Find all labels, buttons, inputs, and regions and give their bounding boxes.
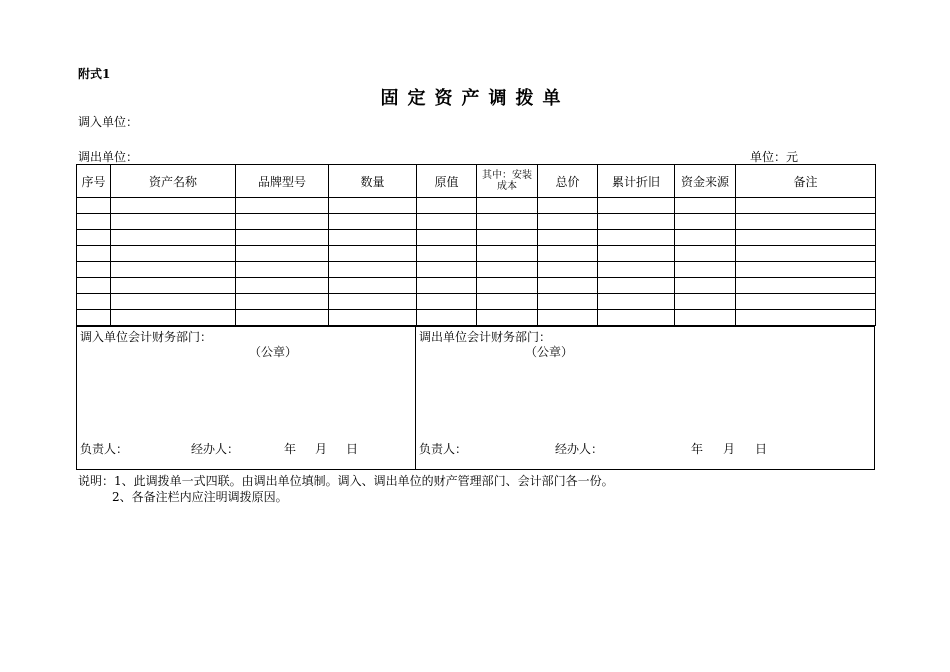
table-row [77, 230, 876, 246]
table-cell[interactable] [477, 246, 538, 262]
table-cell[interactable] [77, 278, 111, 294]
table-row [77, 262, 876, 278]
transferring-responsible-label: 负责人： [419, 442, 468, 456]
table-cell[interactable] [417, 294, 477, 310]
column-header-install-cost [477, 165, 538, 198]
currency-unit-label: 单位：元 [750, 150, 799, 164]
table-cell[interactable] [329, 262, 417, 278]
receiving-handler-label: 经办人： [191, 442, 240, 456]
table-cell[interactable] [477, 262, 538, 278]
table-cell[interactable] [736, 198, 876, 214]
table-row [77, 310, 876, 326]
table-cell[interactable] [236, 310, 329, 326]
column-header-total-price: 总价 [538, 165, 598, 198]
table-cell[interactable] [598, 214, 675, 230]
table-cell[interactable] [598, 246, 675, 262]
explanation-note-1: 说明：1、此调拨单一式四联。由调出单位填制。调入、调出单位的财产管理部门、会计部门各一份。 [78, 474, 614, 488]
table-cell[interactable] [77, 294, 111, 310]
column-header-accumulated-depreciation: 累计折旧 [598, 165, 675, 198]
table-cell[interactable] [111, 262, 236, 278]
table-cell[interactable] [477, 310, 538, 326]
attachment-label: 附式1 [78, 67, 111, 81]
table-cell[interactable] [477, 294, 538, 310]
table-cell[interactable] [417, 262, 477, 278]
table-cell[interactable] [329, 310, 417, 326]
table-cell[interactable] [236, 246, 329, 262]
receiving-seal-label: （公章） [249, 345, 298, 359]
asset-transfer-table [76, 164, 876, 326]
table-cell[interactable] [329, 230, 417, 246]
table-cell[interactable] [598, 278, 675, 294]
table-header-row [77, 165, 876, 198]
table-cell[interactable] [538, 246, 598, 262]
table-cell[interactable] [598, 310, 675, 326]
install-cost-line1: 其中：安装 [482, 170, 532, 181]
table-row [77, 294, 876, 310]
table-cell[interactable] [538, 310, 598, 326]
table-cell[interactable] [736, 262, 876, 278]
table-cell[interactable] [477, 198, 538, 214]
table-cell[interactable] [77, 310, 111, 326]
table-cell[interactable] [417, 214, 477, 230]
table-cell[interactable] [675, 198, 736, 214]
table-row [77, 198, 876, 214]
table-cell[interactable] [111, 230, 236, 246]
table-cell[interactable] [329, 246, 417, 262]
transferring-year-label: 年 [691, 442, 704, 456]
transferring-seal-label: （公章） [525, 345, 574, 359]
receiving-year-label: 年 [284, 442, 297, 456]
column-header-quantity: 数量 [329, 165, 417, 198]
column-header-remarks: 备注 [736, 165, 876, 198]
table-cell[interactable] [111, 246, 236, 262]
transferring-day-label: 日 [755, 442, 768, 456]
explanation-note-2: 2、各备注栏内应注明调拨原因。 [112, 490, 288, 504]
table-cell[interactable] [329, 278, 417, 294]
table-cell[interactable] [598, 262, 675, 278]
table-cell[interactable] [736, 278, 876, 294]
receiving-day-label: 日 [346, 442, 359, 456]
table-cell[interactable] [675, 294, 736, 310]
table-cell[interactable] [236, 294, 329, 310]
table-cell[interactable] [736, 246, 876, 262]
table-cell[interactable] [538, 262, 598, 278]
table-cell[interactable] [77, 262, 111, 278]
table-cell[interactable] [538, 294, 598, 310]
column-header-seq: 序号 [77, 165, 111, 198]
column-header-asset-name: 资产名称 [111, 165, 236, 198]
table-cell[interactable] [675, 262, 736, 278]
table-cell[interactable] [598, 198, 675, 214]
receiving-responsible-label: 负责人： [80, 442, 129, 456]
table-cell[interactable] [77, 246, 111, 262]
table-cell[interactable] [329, 294, 417, 310]
table-cell[interactable] [111, 310, 236, 326]
table-cell[interactable] [111, 198, 236, 214]
table-cell[interactable] [736, 230, 876, 246]
table-cell[interactable] [736, 214, 876, 230]
table-cell[interactable] [329, 198, 417, 214]
column-header-original-value: 原值 [417, 165, 477, 198]
table-cell[interactable] [538, 214, 598, 230]
table-cell[interactable] [417, 198, 477, 214]
table-cell[interactable] [736, 294, 876, 310]
table-body [77, 198, 876, 326]
table-cell[interactable] [236, 262, 329, 278]
table-cell[interactable] [675, 230, 736, 246]
table-cell[interactable] [417, 310, 477, 326]
table-cell[interactable] [598, 230, 675, 246]
table-cell[interactable] [477, 214, 538, 230]
table-cell[interactable] [111, 294, 236, 310]
table-cell[interactable] [77, 230, 111, 246]
table-cell[interactable] [675, 310, 736, 326]
table-cell[interactable] [598, 294, 675, 310]
receiving-finance-section [76, 326, 416, 470]
receiving-finance-dept-label: 调入单位会计财务部门： [80, 330, 213, 344]
document-title: 固定资产调拨单 [380, 88, 570, 109]
table-cell[interactable] [77, 198, 111, 214]
transferring-month-label: 月 [723, 442, 736, 456]
table-cell[interactable] [236, 214, 329, 230]
table-row [77, 214, 876, 230]
transferring-handler-label: 经办人： [555, 442, 604, 456]
table-cell[interactable] [77, 214, 111, 230]
table-cell[interactable] [477, 278, 538, 294]
table-cell[interactable] [477, 230, 538, 246]
table-cell[interactable] [236, 198, 329, 214]
table-cell[interactable] [111, 214, 236, 230]
table-cell[interactable] [675, 246, 736, 262]
column-header-fund-source: 资金来源 [675, 165, 736, 198]
table-cell[interactable] [417, 230, 477, 246]
table-cell[interactable] [675, 278, 736, 294]
table-cell[interactable] [417, 246, 477, 262]
transferring-finance-section [415, 326, 875, 470]
table-row [77, 278, 876, 294]
transferring-unit-label: 调出单位： [78, 150, 139, 164]
table-cell[interactable] [236, 230, 329, 246]
table-cell[interactable] [538, 198, 598, 214]
table-cell[interactable] [538, 230, 598, 246]
table-cell[interactable] [111, 278, 236, 294]
receiving-month-label: 月 [315, 442, 328, 456]
table-cell[interactable] [675, 214, 736, 230]
column-header-brand-model: 品牌型号 [236, 165, 329, 198]
table-cell[interactable] [538, 278, 598, 294]
table-cell[interactable] [417, 278, 477, 294]
transferring-finance-dept-label: 调出单位会计财务部门： [419, 330, 552, 344]
install-cost-line2: 成本 [497, 181, 517, 192]
table-row [77, 246, 876, 262]
table-cell[interactable] [329, 214, 417, 230]
table-cell[interactable] [736, 310, 876, 326]
table-cell[interactable] [236, 278, 329, 294]
receiving-unit-label: 调入单位： [78, 115, 139, 129]
